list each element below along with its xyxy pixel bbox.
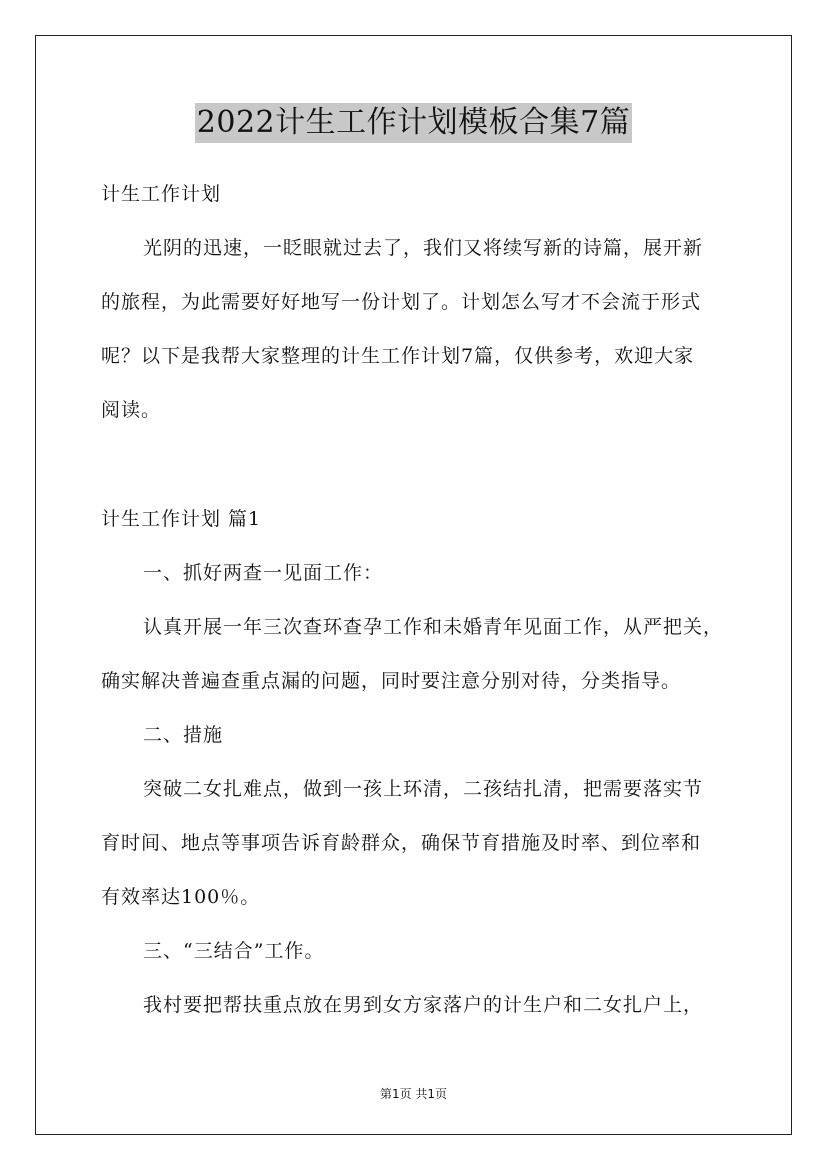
section-heading: 计生工作计划: [101, 183, 222, 205]
paragraph-line: 我村要把帮扶重点放在男到女方家落户的计生户和二女扎户上，: [143, 994, 704, 1016]
document-title: 2022计生工作计划模板合集7篇: [195, 103, 632, 143]
paragraph-line: 阅读。: [101, 399, 162, 421]
paragraph-line: 光阴的迅速，一眨眼就过去了，我们又将续写新的诗篇，展开新: [143, 237, 704, 259]
paragraph-line: 的旅程，为此需要好好地写一份计划了。计划怎么写才不会流于形式: [101, 291, 702, 313]
title-area: [0, 103, 827, 143]
paragraph-line: 确实解决普遍查重点漏的问题，同时要注意分别对待，分类指导。: [101, 670, 682, 692]
subsection-heading: 三、“三结合”工作。: [143, 940, 325, 962]
subsection-heading: 一、抓好两查一见面工作：: [143, 562, 384, 584]
paragraph-line: 育时间、地点等事项告诉育龄群众，确保节育措施及时率、到位率和: [101, 832, 702, 854]
paragraph-line: 认真开展一年三次查环查孕工作和未婚青年见面工作，从严把关，: [143, 616, 724, 638]
paragraph-line: 突破二女扎难点，做到一孩上环清，二孩结扎清，把需要落实节: [143, 778, 704, 800]
section-heading: 计生工作计划 篇1: [101, 508, 262, 530]
paragraph-line: 有效率达100％。: [101, 886, 261, 908]
subsection-heading: 二、措施: [143, 724, 224, 746]
page-footer: 第1页 共1页: [379, 1087, 448, 1101]
paragraph-line: 呢？以下是我帮大家整理的计生工作计划7篇，仅供参考，欢迎大家: [101, 345, 695, 367]
